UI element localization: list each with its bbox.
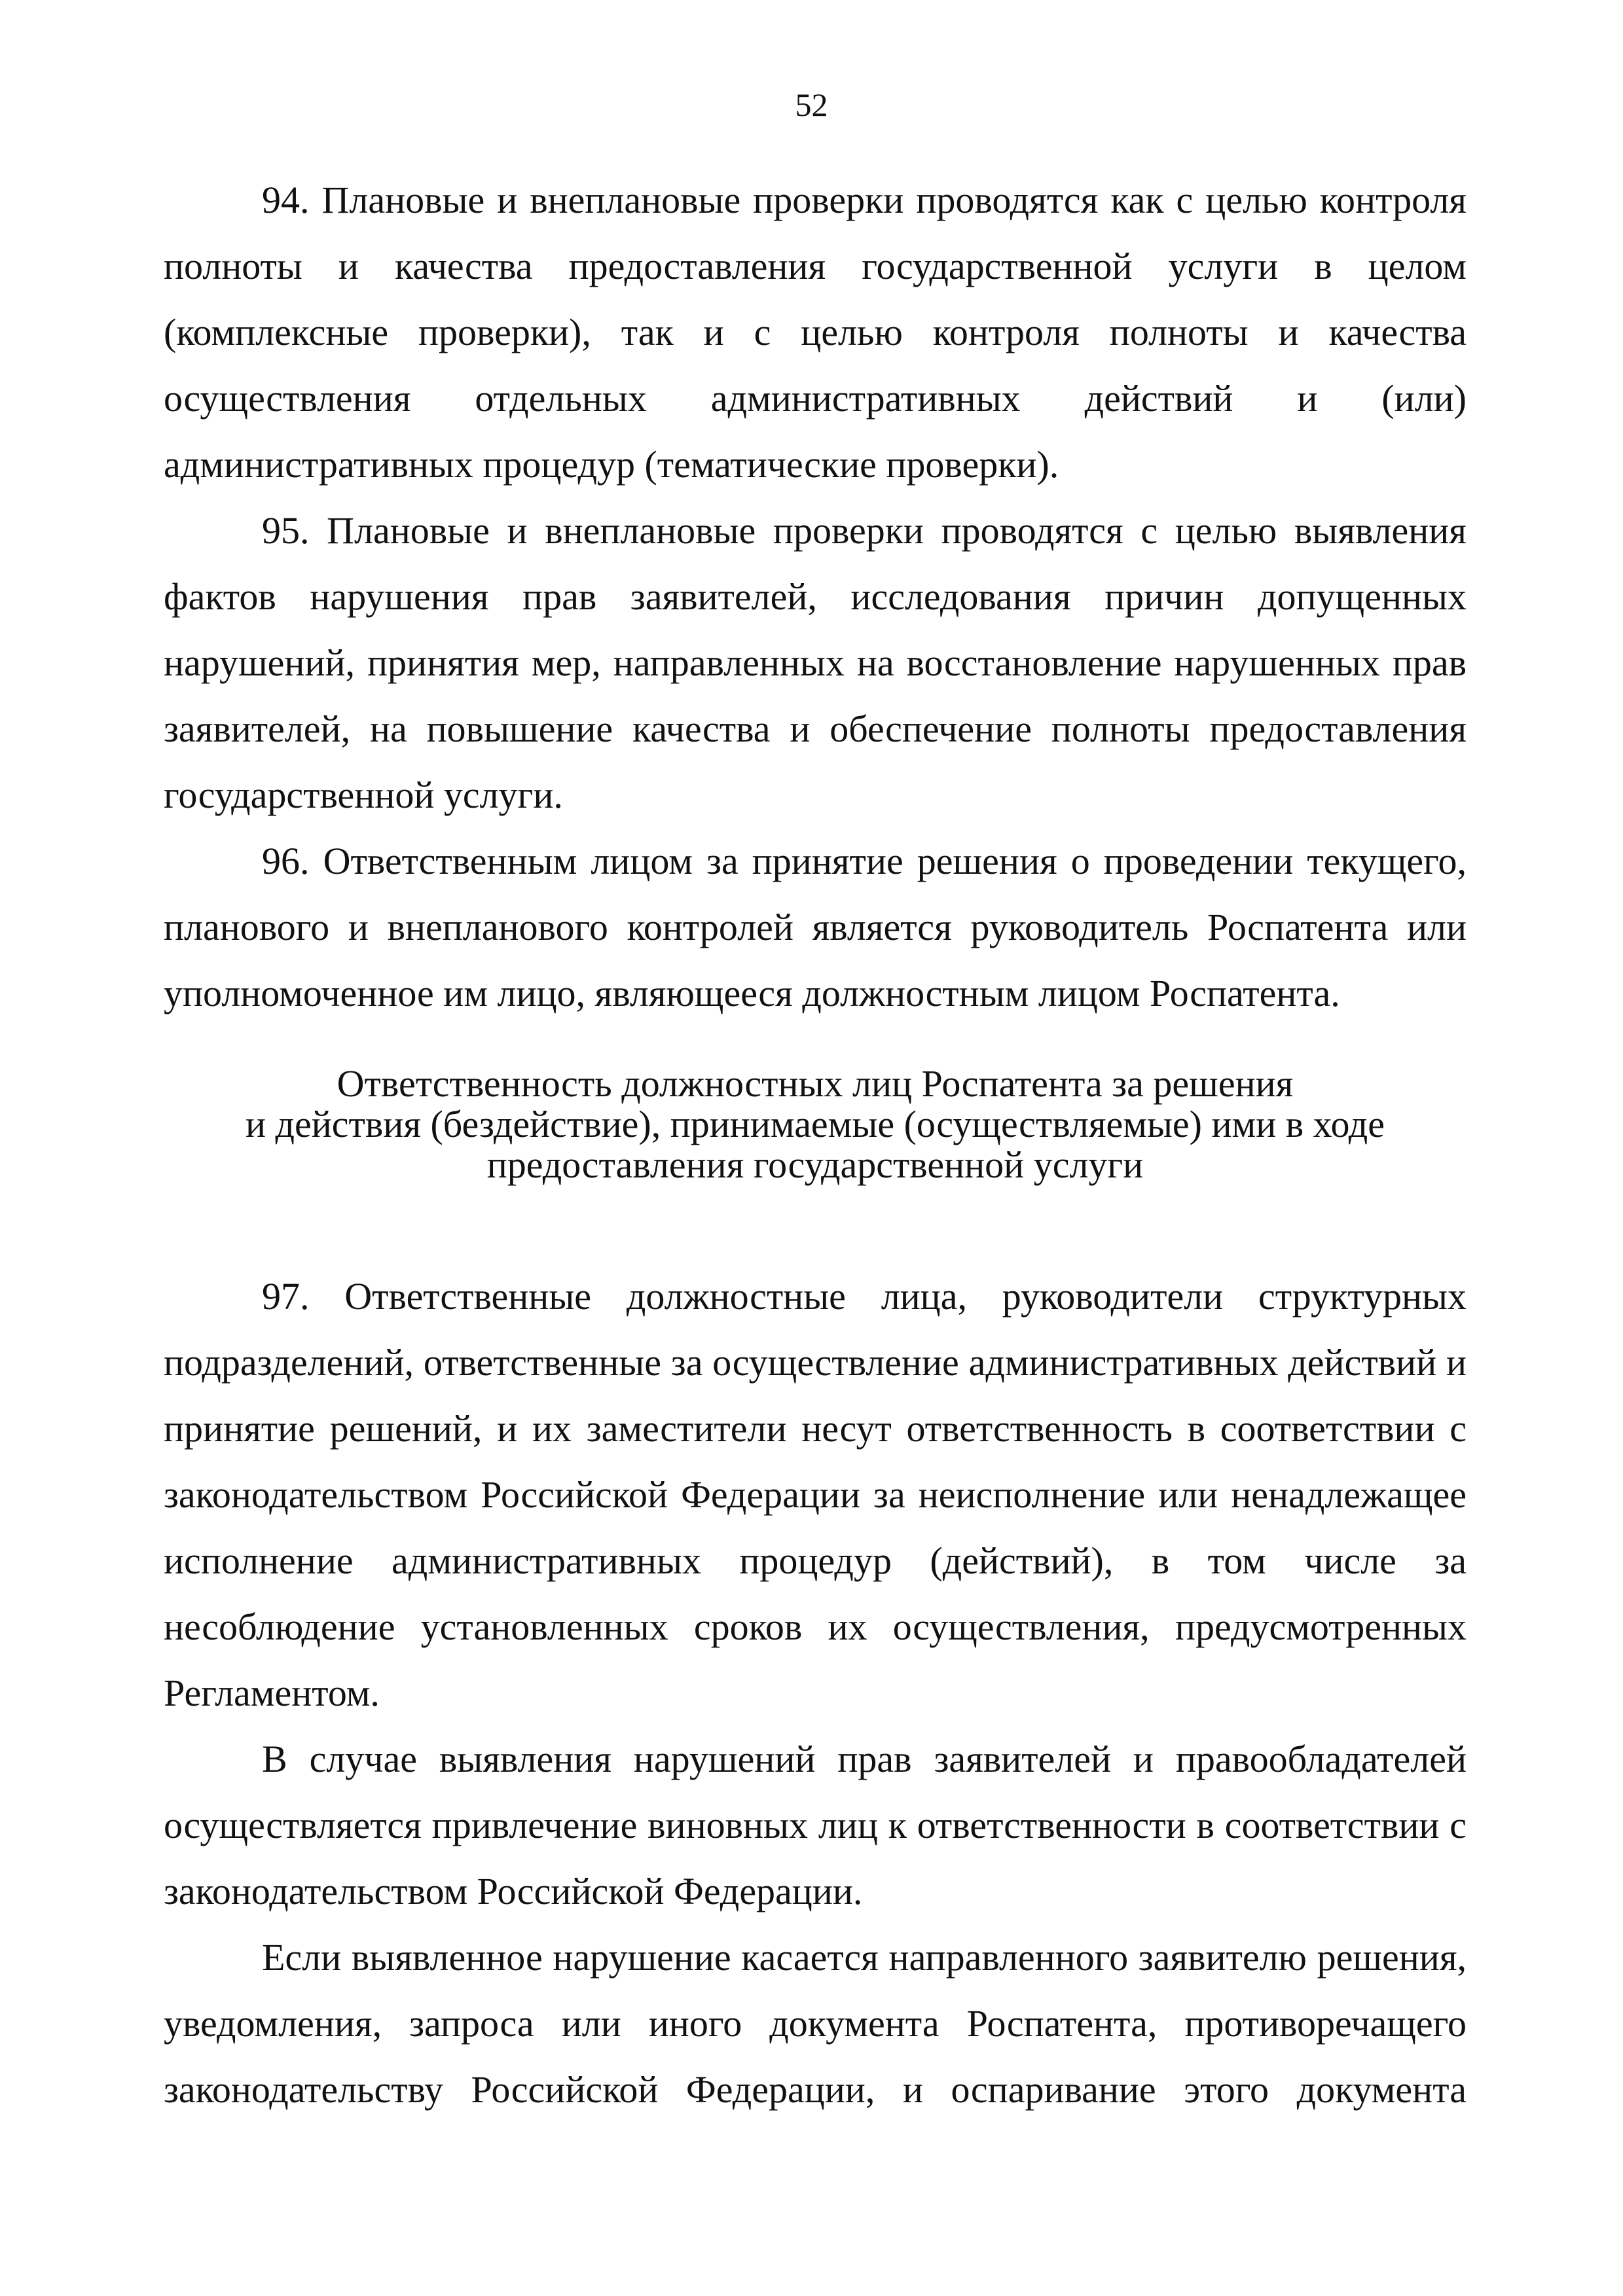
- paragraph-96: 96. Ответственным лицом за принятие решения о проведении текущего, планового и внепланового контролей является руководитель Роспатента или уполномоченное им лицо, являющееся должностным лицом Роспатента.: [164, 840, 1467, 1014]
- paragraph-if-violation: Если выявленное нарушение касается направленного заявителю решения, уведомления, запроса или иного документа Роспатента, противоречащего законодательству Российской Федерации, и оспаривание этого документа: [164, 1936, 1467, 2111]
- heading-line-1: Ответственность должностных лиц Роспатента за решения: [337, 1062, 1294, 1105]
- heading-line-3: предоставления государственной услуги: [486, 1143, 1144, 1186]
- section-paragraphs-94-96: [164, 167, 1467, 1026]
- heading-line-2: и действия (бездействие), принимаемые (осуществляемые) ими в ходе: [245, 1103, 1385, 1145]
- paragraph-97: 97. Ответственные должностные лица, руководители структурных подразделений, ответственные за осуществление административных действий и принятие решений, и их заместители несут ответственность в соответствии с законодательством Российской Федерации за неисполнение или ненадлежащее исполнение административных процедур (действий), в том числе за несоблюдение установленных сроков их осуществления, предусмотренных Регламентом.: [164, 1275, 1467, 1714]
- section-paragraphs-97: [164, 1263, 1467, 2123]
- page-number: 52: [795, 86, 828, 123]
- paragraph-violations: В случае выявления нарушений прав заявителей и правообладателей осуществляется привлечение виновных лиц к ответственности в соответствии с законодательством Российской Федерации.: [164, 1738, 1467, 1912]
- paragraph-95: 95. Плановые и внеплановые проверки проводятся с целью выявления фактов нарушения прав заявителей, исследования причин допущенных нарушений, принятия мер, направленных на восстановление нарушенных прав заявителей, на повышение качества и обеспечение полноты предоставления государственной услуги.: [164, 509, 1467, 816]
- section-heading: [164, 1064, 1467, 1185]
- paragraph-94: 94. Плановые и внеплановые проверки проводятся как с целью контроля полноты и качества предоставления государственной услуги в целом (комплексные проверки), так и с целью контроля полноты и качества осуществления отдельных административных действий и (или) административных процедур (тематические проверки).: [164, 179, 1467, 486]
